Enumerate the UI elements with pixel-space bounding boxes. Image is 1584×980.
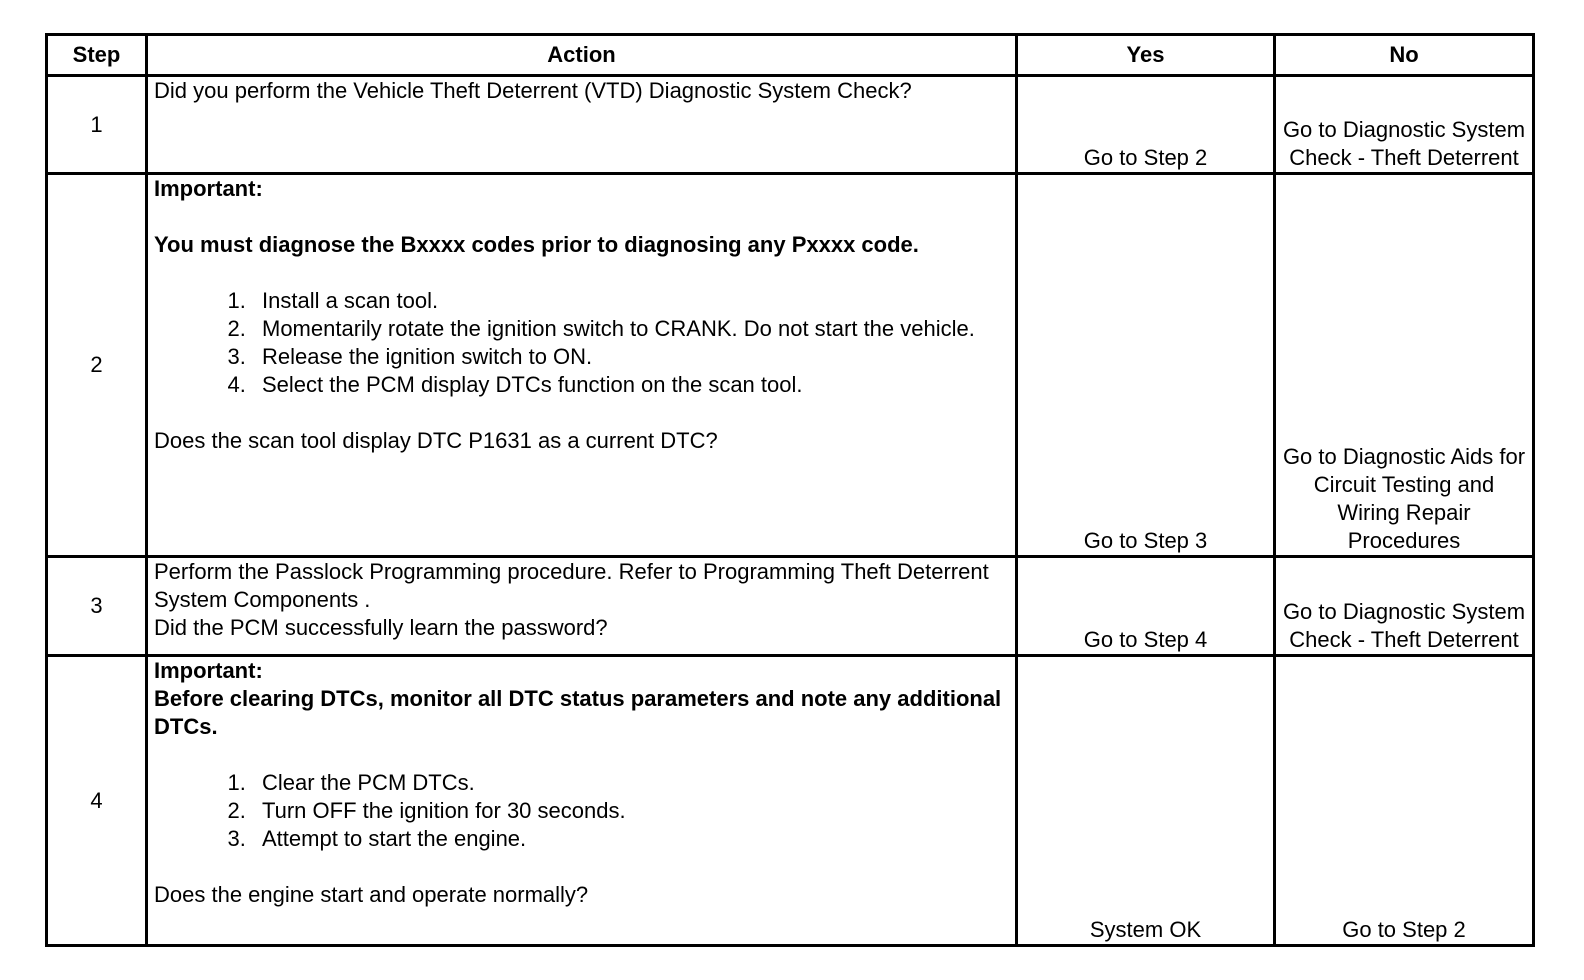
list-item: 3. Attempt to start the engine. xyxy=(252,825,1009,853)
step-number: 1 xyxy=(47,76,147,174)
header-action: Action xyxy=(147,35,1017,76)
header-row xyxy=(47,35,1534,76)
list-item: 4. Select the PCM display DTCs function on the scan tool. xyxy=(252,371,1009,399)
procedure-list xyxy=(154,287,1009,399)
list-item: 3. Release the ignition switch to ON. xyxy=(252,343,1009,371)
list-item: 1. Clear the PCM DTCs. xyxy=(252,769,1009,797)
action-question: Did the PCM successfully learn the password? xyxy=(154,615,608,640)
step-number: 2 xyxy=(47,174,147,557)
list-item: 2. Turn OFF the ignition for 30 seconds. xyxy=(252,797,1009,825)
list-item: 1. Install a scan tool. xyxy=(252,287,1009,315)
no-cell: Go to Diagnostic System Check - Theft Deterrent xyxy=(1275,557,1534,656)
action-question: Does the engine start and operate normally? xyxy=(154,882,589,907)
action-text: Perform the Passlock Programming procedure. Refer to Programming Theft Deterrent System Components . xyxy=(154,559,989,612)
yes-cell: System OK xyxy=(1017,656,1275,946)
no-cell: Go to Step 2 xyxy=(1275,656,1534,946)
action-cell xyxy=(147,656,1017,946)
table-row xyxy=(47,656,1534,946)
list-item: 2. Momentarily rotate the ignition switch to CRANK. Do not start the vehicle. xyxy=(252,315,1009,343)
action-cell xyxy=(147,557,1017,656)
step-number: 3 xyxy=(47,557,147,656)
no-cell: Go to Diagnostic System Check - Theft Deterrent xyxy=(1275,76,1534,174)
action-cell xyxy=(147,76,1017,174)
procedure-list xyxy=(154,769,1009,853)
important-label: Important: xyxy=(154,658,263,683)
yes-cell: Go to Step 3 xyxy=(1017,174,1275,557)
table-row xyxy=(47,557,1534,656)
action-question: Does the scan tool display DTC P1631 as a current DTC? xyxy=(154,428,718,453)
yes-cell: Go to Step 4 xyxy=(1017,557,1275,656)
no-cell: Go to Diagnostic Aids for Circuit Testing and Wiring Repair Procedures xyxy=(1275,174,1534,557)
table-row xyxy=(47,174,1534,557)
header-yes: Yes xyxy=(1017,35,1275,76)
important-text: Before clearing DTCs, monitor all DTC status parameters and note any additional DTCs. xyxy=(154,686,1002,739)
header-no: No xyxy=(1275,35,1534,76)
header-step: Step xyxy=(47,35,147,76)
important-text: You must diagnose the Bxxxx codes prior to diagnosing any Pxxxx code. xyxy=(154,232,919,257)
important-label: Important: xyxy=(154,176,263,201)
table-row xyxy=(47,76,1534,174)
action-cell xyxy=(147,174,1017,557)
action-question: Did you perform the Vehicle Theft Deterrent (VTD) Diagnostic System Check? xyxy=(154,78,912,103)
yes-cell: Go to Step 2 xyxy=(1017,76,1275,174)
step-number: 4 xyxy=(47,656,147,946)
diagnostic-table xyxy=(45,33,1535,947)
